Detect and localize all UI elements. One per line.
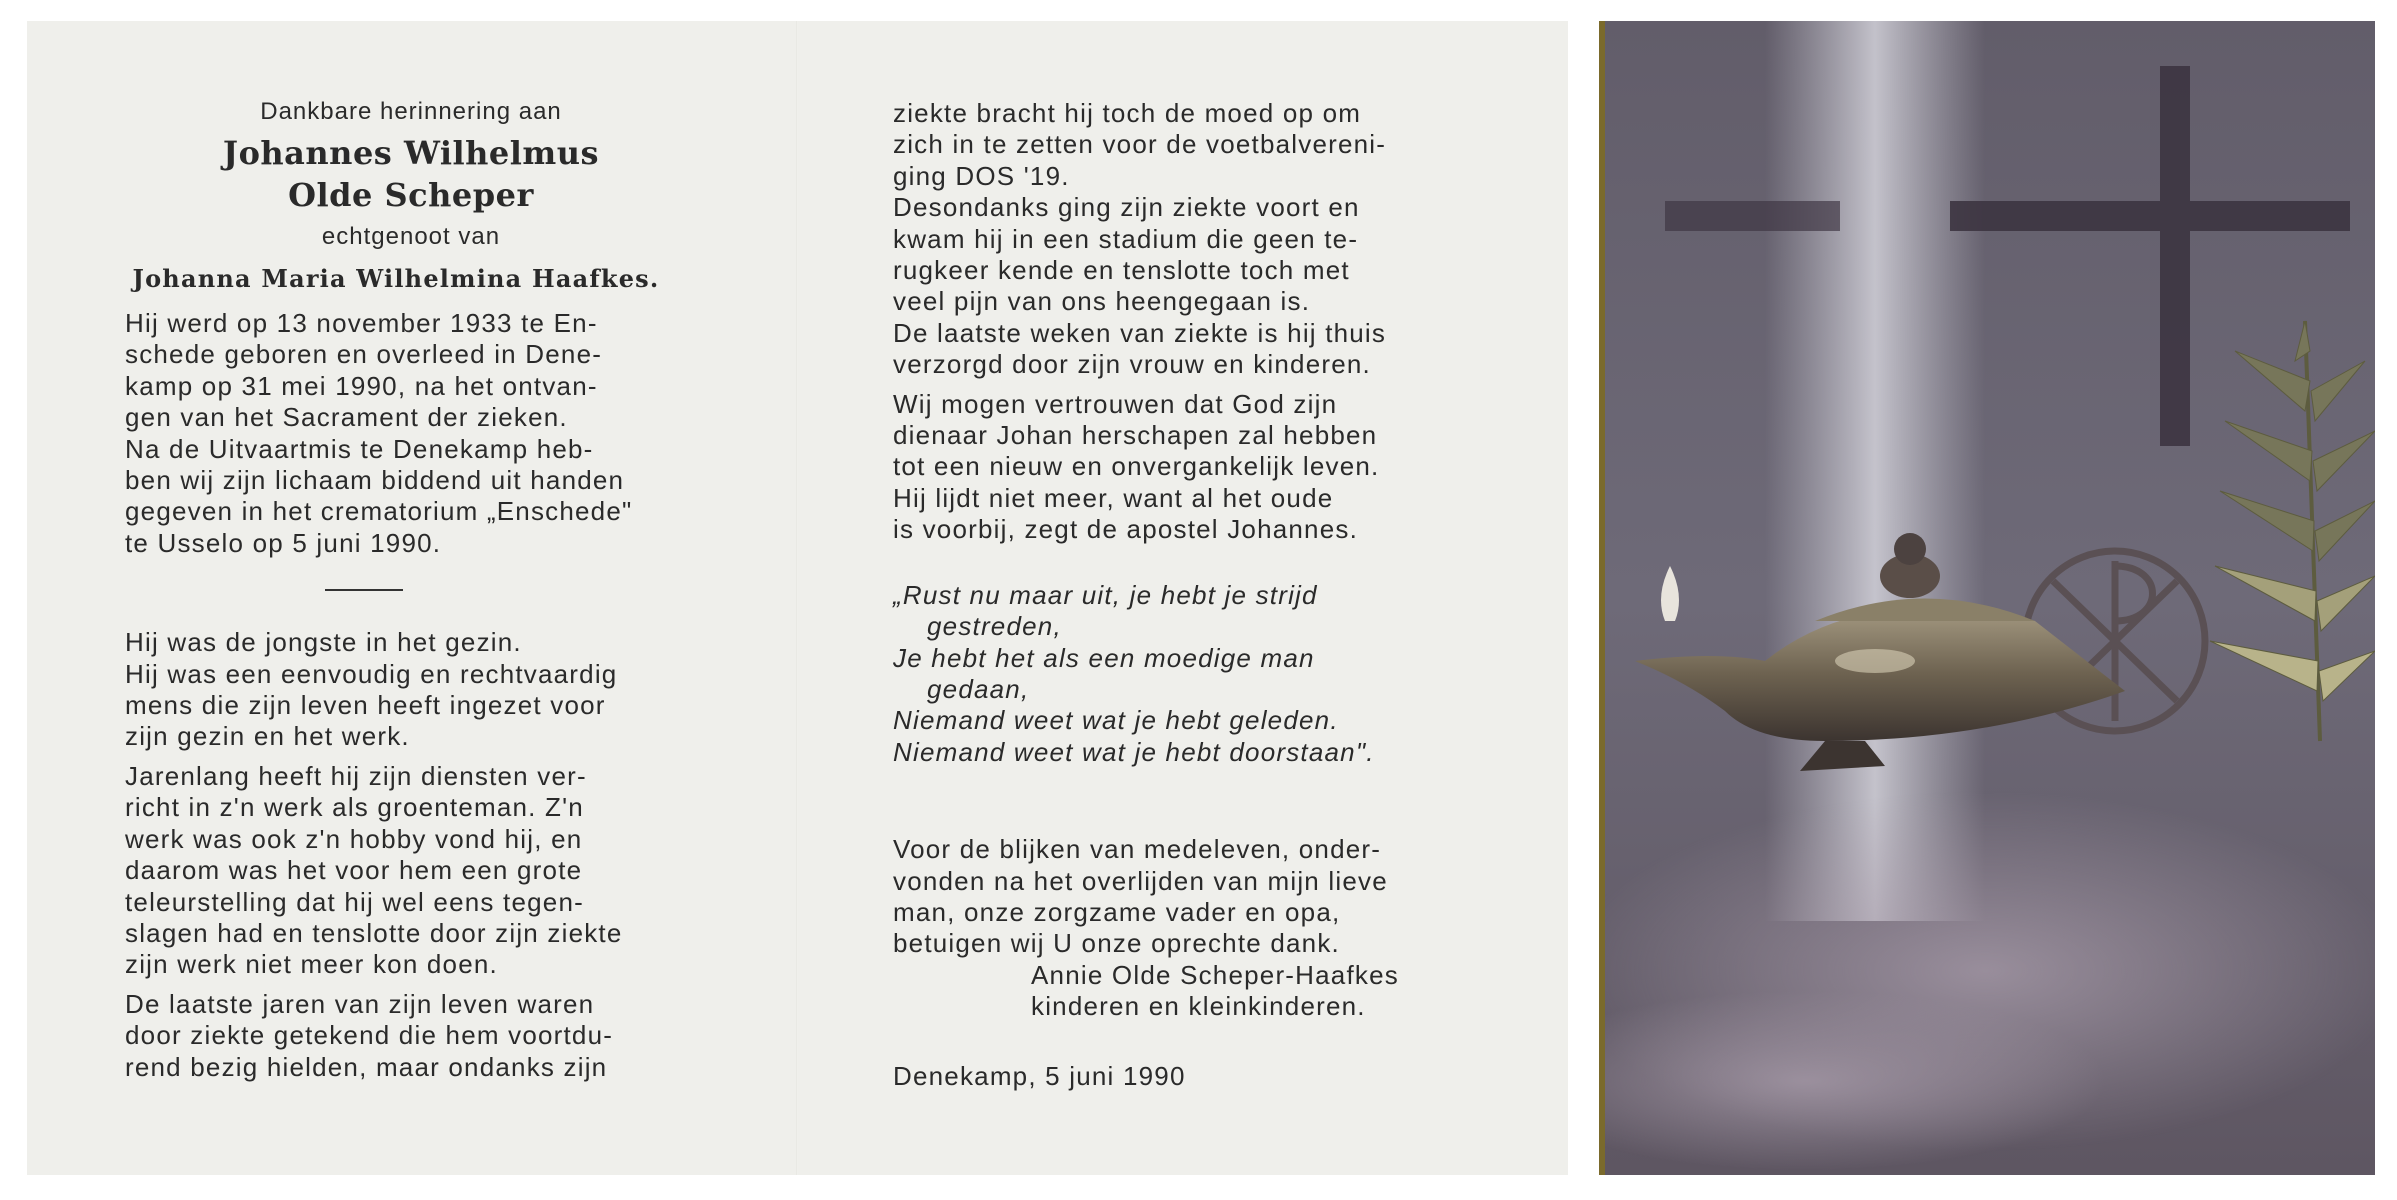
relation-line: echtgenoot van bbox=[321, 223, 501, 250]
oil-lamp-cross-illustration bbox=[1605, 21, 2375, 1175]
text-line: gen van het Sacrament der zieken. bbox=[125, 402, 568, 433]
text-line: zijn gezin en het werk. bbox=[125, 721, 410, 752]
poem bbox=[893, 580, 1468, 768]
signature-line: kinderen en kleinkinderen. bbox=[1031, 991, 1366, 1022]
text-line: mens die zijn leven heeft ingezet voor bbox=[125, 690, 606, 721]
text-line: zich in te zetten voor de voetbalvereni- bbox=[893, 129, 1387, 160]
intro-line: Dankbare herinnering aan bbox=[260, 98, 562, 125]
left-panel bbox=[125, 92, 697, 1083]
poem-line: gedaan, bbox=[927, 673, 1030, 704]
text-line: is voorbij, zegt de apostel Johannes. bbox=[893, 514, 1358, 545]
text-line: werk was ook z'n hobby vond hij, en bbox=[125, 823, 583, 854]
text-line: De laatste jaren van zijn leven waren bbox=[125, 988, 595, 1019]
deceased-name-line2: Olde Scheper bbox=[288, 176, 534, 214]
text-line: rend bezig hielden, maar ondanks zijn bbox=[125, 1051, 608, 1082]
text-line: ging DOS '19. bbox=[893, 160, 1070, 191]
memorial-picture bbox=[1599, 21, 2375, 1175]
text-line: te Usselo op 5 juni 1990. bbox=[125, 527, 442, 558]
poem-line: Niemand weet wat je hebt doorstaan". bbox=[893, 736, 1375, 767]
card-fold-line bbox=[796, 21, 798, 1175]
text-line: Desondanks ging zijn ziekte voort en bbox=[893, 192, 1360, 223]
text-line: daarom was het voor hem een grote bbox=[125, 855, 583, 886]
paragraph-continuation bbox=[893, 98, 1468, 381]
text-line: Hij werd op 13 november 1933 te En- bbox=[125, 308, 598, 338]
text-line: Hij was een eenvoudig en rechtvaardig bbox=[125, 658, 618, 689]
text-line: verzorgd door zijn vrouw en kinderen. bbox=[893, 349, 1371, 380]
text-line: ben wij zijn lichaam biddend uit handen bbox=[125, 465, 625, 496]
text-line: slagen had en tenslotte door zijn ziekte bbox=[125, 917, 623, 948]
text-line: rugkeer kende en tenslotte toch met bbox=[893, 255, 1350, 286]
paragraph-biography bbox=[125, 308, 697, 559]
deceased-name-line1: Johannes Wilhelmus bbox=[222, 134, 600, 172]
text-line: dienaar Johan herschapen zal hebben bbox=[893, 420, 1378, 451]
signature-line: Annie Olde Scheper-Haafkes bbox=[1031, 959, 1399, 990]
paragraph-work bbox=[125, 761, 697, 981]
text-line: veel pijn van ons heengegaan is. bbox=[893, 286, 1311, 317]
paragraph-thanks bbox=[893, 834, 1468, 960]
poem-line: „Rust nu maar uit, je hebt je strijd bbox=[893, 579, 1318, 610]
right-panel bbox=[893, 98, 1468, 1092]
text-line: Voor de blijken van medeleven, onder- bbox=[893, 834, 1382, 865]
spouse-name: Johanna Maria Wilhelmina Haafkes. bbox=[132, 264, 660, 293]
poem-line: Niemand weet wat je hebt geleden. bbox=[893, 705, 1339, 736]
text-line: richt in z'n werk als groenteman. Z'n bbox=[125, 792, 584, 823]
text-line: schede geboren en overleed in Dene- bbox=[125, 339, 603, 370]
text-line: teleurstelling dat hij wel eens tegen- bbox=[125, 886, 584, 917]
text-line: kwam hij in een stadium die geen te- bbox=[893, 223, 1359, 254]
light-beam bbox=[1765, 21, 1985, 921]
poem-line: gestreden, bbox=[927, 611, 1062, 642]
text-line: De laatste weken van ziekte is hij thuis bbox=[893, 317, 1387, 348]
text-line: betuigen wij U onze oprechte dank. bbox=[893, 928, 1340, 959]
text-line: Na de Uitvaartmis te Denekamp heb- bbox=[125, 433, 594, 464]
text-line: door ziekte getekend die hem voortdu- bbox=[125, 1020, 614, 1051]
text-line: Hij lijdt niet meer, want al het oude bbox=[893, 482, 1334, 513]
paragraph-illness bbox=[125, 989, 697, 1083]
text-line: man, onze zorgzame vader en opa, bbox=[893, 896, 1341, 927]
paragraph-faith bbox=[893, 389, 1468, 546]
place-date: Denekamp, 5 juni 1990 bbox=[893, 1060, 1186, 1091]
text-line: zijn werk niet meer kon doen. bbox=[125, 949, 498, 980]
text-line: Jarenlang heeft hij zijn diensten ver- bbox=[125, 760, 587, 791]
text-line: gegeven in het crematorium „Enschede" bbox=[125, 496, 633, 527]
section-divider bbox=[325, 589, 403, 591]
poem-line: Je hebt het als een moedige man bbox=[893, 642, 1315, 673]
text-line: Wij mogen vertrouwen dat God zijn bbox=[893, 388, 1338, 419]
paragraph-family bbox=[125, 627, 697, 753]
text-line: kamp op 31 mei 1990, na het ontvan- bbox=[125, 370, 598, 401]
text-line: Hij was de jongste in het gezin. bbox=[125, 627, 522, 658]
text-line: ziekte bracht hij toch de moed op om bbox=[893, 98, 1362, 128]
text-line: vonden na het overlijden van mijn lieve bbox=[893, 865, 1388, 896]
text-line: tot een nieuw en onvergankelijk leven. bbox=[893, 451, 1380, 482]
